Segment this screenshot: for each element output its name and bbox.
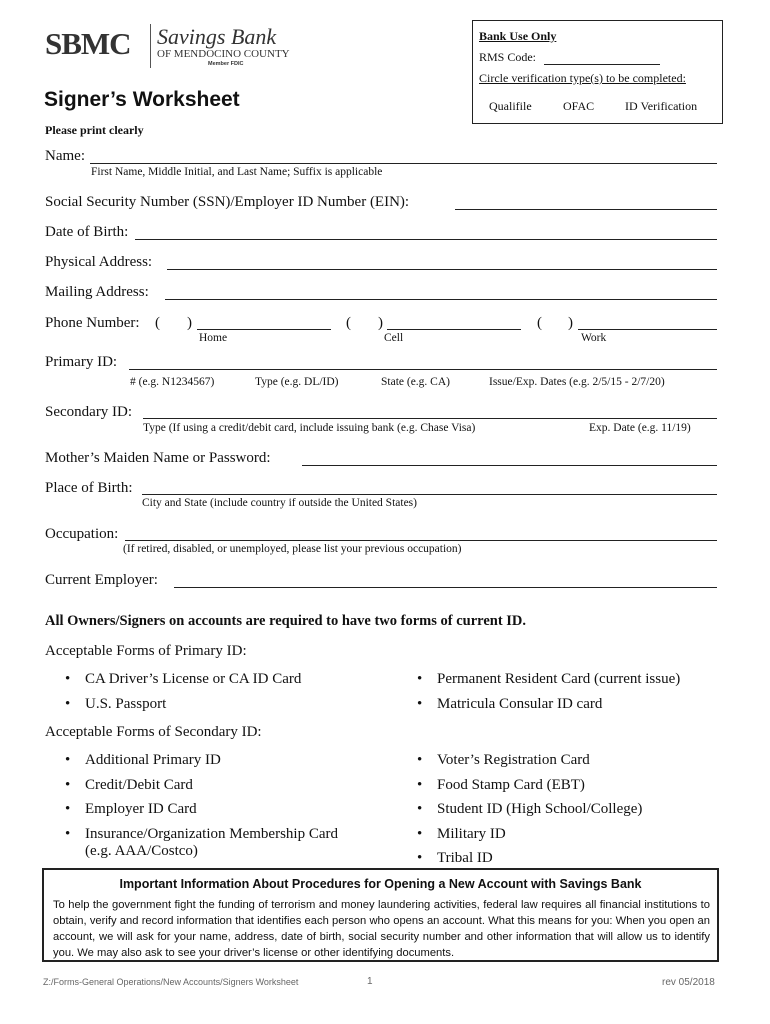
list-item: • Food Stamp Card (EBT) <box>413 775 733 800</box>
list-item: • Tribal ID <box>413 848 733 873</box>
mailing-address-label: Mailing Address: <box>45 284 149 300</box>
secondary-left-extra: (e.g. AAA/Costco) <box>85 843 198 859</box>
rms-line[interactable] <box>544 64 660 65</box>
primary-hint-number: # (e.g. N1234567) <box>130 376 215 388</box>
primary-forms-right <box>413 669 733 718</box>
logo-divider <box>150 24 151 68</box>
primary-hint-type: Type (e.g. DL/ID) <box>255 376 339 388</box>
secondary-forms-heading: Acceptable Forms of Secondary ID: <box>45 724 262 740</box>
primary-forms-left <box>61 669 391 718</box>
list-item: • Voter’s Registration Card <box>413 750 733 775</box>
physical-address-line[interactable] <box>167 269 717 270</box>
employer-label: Current Employer: <box>45 572 158 588</box>
list-item: • Insurance/Organization Membership Card <box>61 824 401 849</box>
option-qualifile[interactable]: Qualifile <box>489 99 532 113</box>
work-hint: Work <box>581 332 607 344</box>
home-hint: Home <box>199 332 228 344</box>
logo-mark: SBMC <box>45 26 131 61</box>
dob-label: Date of Birth: <box>45 224 129 240</box>
option-id-verification[interactable]: ID Verification <box>625 99 698 113</box>
circle-label: Circle verification type(s) to be completed: <box>479 71 686 85</box>
employer-line[interactable] <box>174 587 717 588</box>
primary-id-line[interactable] <box>129 369 717 370</box>
list-item: • Student ID (High School/College) <box>413 799 733 824</box>
notice-body: To help the government fight the funding of terrorism and money laundering activities, federal law requires all financial institutions to obtain, verify and record information that identifies each person who opens an account. What this means for you: When you open an account, we will ask for your name, address, date of birth, social security number and other information that will allow us to identify you. We may also ask to see your driver’s license or other identifying documents. <box>53 899 710 959</box>
birthplace-label: Place of Birth: <box>45 480 133 496</box>
work-paren-close: ) <box>568 315 573 331</box>
logo-subname: OF MENDOCINO COUNTY <box>157 48 290 60</box>
page-subtitle: Please print clearly <box>45 123 144 137</box>
home-phone-line[interactable] <box>197 329 331 330</box>
maiden-name-label: Mother’s Maiden Name or Password: <box>45 450 271 466</box>
primary-forms-heading: Acceptable Forms of Primary ID: <box>45 643 247 659</box>
work-phone-line[interactable] <box>578 329 717 330</box>
cell-hint: Cell <box>384 332 404 344</box>
name-line[interactable] <box>90 163 717 164</box>
logo-member: Member FDIC <box>208 61 244 67</box>
rms-label: RMS Code: <box>479 50 537 64</box>
notice-box <box>42 868 719 962</box>
birthplace-hint: City and State (include country if outside the United States) <box>142 497 417 509</box>
primary-hint-dates: Issue/Exp. Dates (e.g. 2/5/15 - 2/7/20) <box>489 376 665 388</box>
option-ofac[interactable]: OFAC <box>563 99 595 113</box>
dob-line[interactable] <box>135 239 717 240</box>
cell-paren-close: ) <box>378 315 383 331</box>
home-paren-close: ) <box>187 315 192 331</box>
list-item: • Employer ID Card <box>61 799 401 824</box>
page-title: Signer’s Worksheet <box>44 88 240 111</box>
bank-use-title: Bank Use Only <box>479 29 557 43</box>
list-item: • Additional Primary ID <box>61 750 401 775</box>
home-paren-open: ( <box>155 315 160 331</box>
footer-path: Z:/Forms-General Operations/New Accounts/Signers Worksheet <box>43 977 299 987</box>
list-item: • CA Driver’s License or CA ID Card <box>61 669 391 694</box>
mailing-address-line[interactable] <box>165 299 717 300</box>
list-item: • Military ID <box>413 824 733 849</box>
maiden-name-line[interactable] <box>302 465 717 466</box>
phone-label: Phone Number: <box>45 315 140 331</box>
ssn-line[interactable] <box>455 209 717 210</box>
cell-phone-line[interactable] <box>387 329 521 330</box>
bank-logo <box>45 22 305 70</box>
id-requirement-heading: All Owners/Signers on accounts are required to have two forms of current ID. <box>45 613 527 629</box>
bank-use-box <box>472 20 723 124</box>
notice-title: Important Information About Procedures for Opening a New Account with Savings Bank <box>119 877 642 891</box>
secondary-hint-type: Type (If using a credit/debit card, include issuing bank (e.g. Chase Visa) <box>143 422 476 434</box>
primary-id-label: Primary ID: <box>45 354 118 370</box>
occupation-hint: (If retired, disabled, or unemployed, please list your previous occupation) <box>123 543 462 555</box>
list-item: • Credit/Debit Card <box>61 775 401 800</box>
secondary-hint-exp: Exp. Date (e.g. 11/19) <box>589 422 691 434</box>
secondary-forms-left <box>61 750 401 848</box>
secondary-forms-right <box>413 750 733 873</box>
name-label: Name: <box>45 148 85 164</box>
occupation-label: Occupation: <box>45 526 119 542</box>
secondary-id-label: Secondary ID: <box>45 404 133 420</box>
footer-page: 1 <box>367 976 373 987</box>
occupation-line[interactable] <box>125 540 717 541</box>
primary-hint-state: State (e.g. CA) <box>381 376 450 388</box>
logo-name: Savings Bank <box>157 24 277 49</box>
list-item: • Permanent Resident Card (current issue) <box>413 669 733 694</box>
cell-paren-open: ( <box>346 315 351 331</box>
birthplace-line[interactable] <box>142 494 717 495</box>
physical-address-label: Physical Address: <box>45 254 153 270</box>
work-paren-open: ( <box>537 315 542 331</box>
secondary-id-line[interactable] <box>143 418 717 419</box>
list-item: • U.S. Passport <box>61 694 391 719</box>
name-hint: First Name, Middle Initial, and Last Name; Suffix is applicable <box>91 166 383 178</box>
list-item: • Matricula Consular ID card <box>413 694 733 719</box>
ssn-label: Social Security Number (SSN)/Employer ID Number (EIN): <box>45 194 410 210</box>
footer-rev: rev 05/2018 <box>662 977 715 988</box>
